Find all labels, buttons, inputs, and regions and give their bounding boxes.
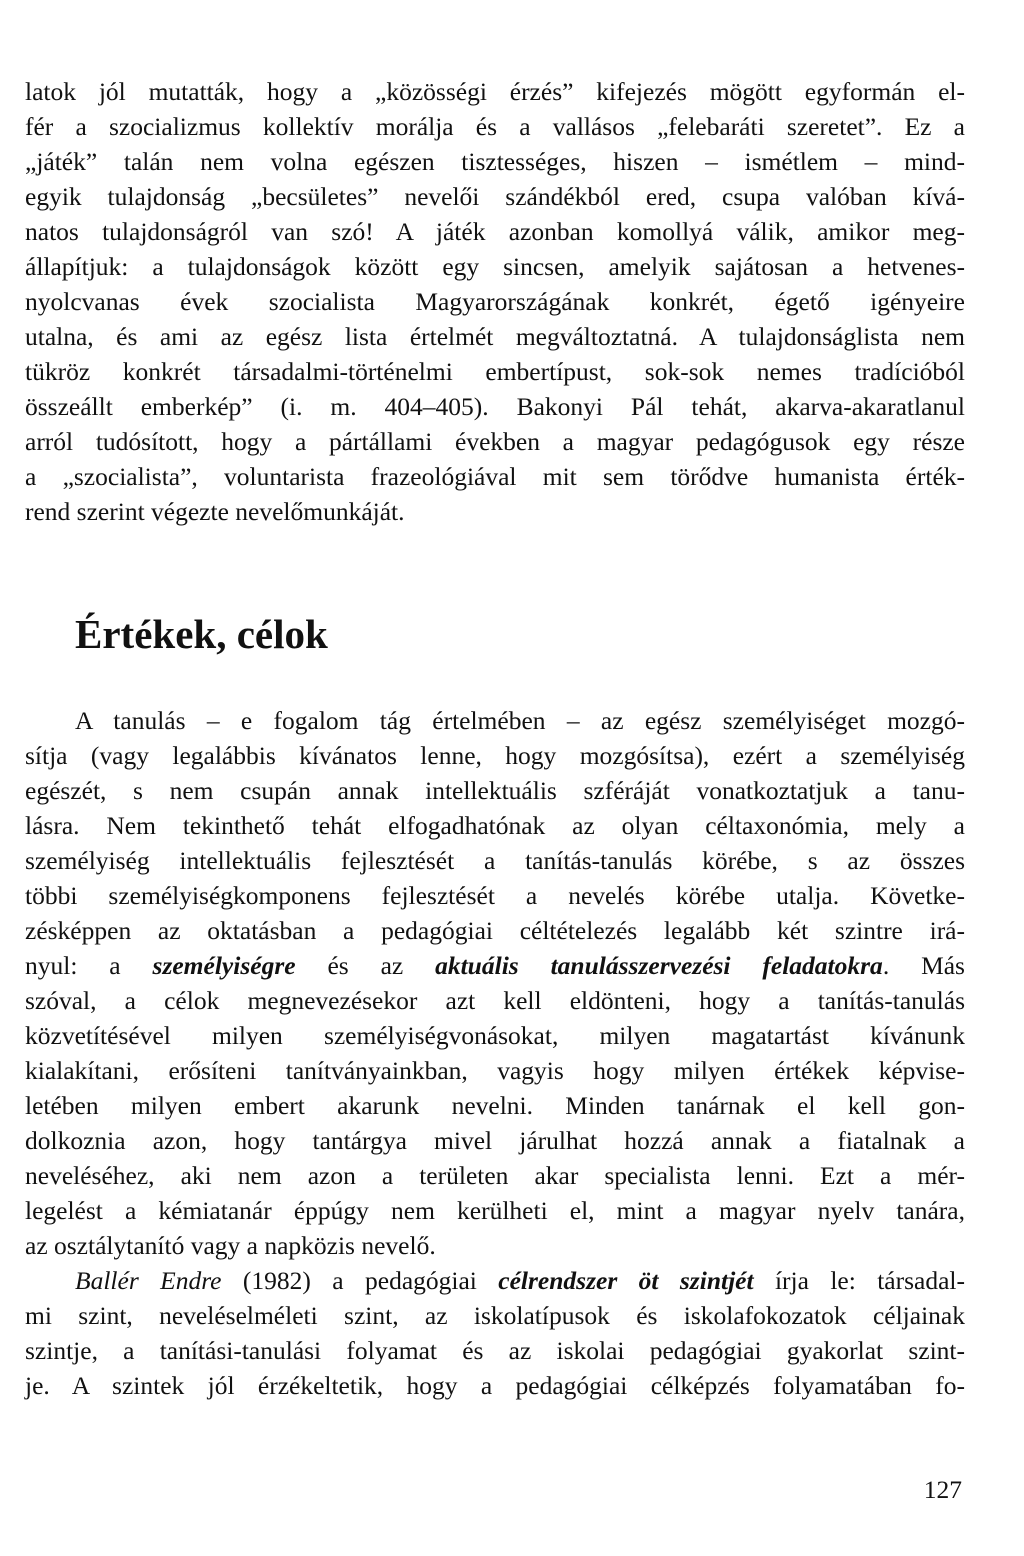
paragraph1-line: „játék” talán nem volna egészen tisztességes, hiszen – ismétlem – mind- xyxy=(25,147,965,176)
paragraph3-line: je. A szintek jól érzékeltetik, hogy a pedagógiai célképzés folyamatában fo- xyxy=(25,1371,965,1400)
paragraph2-line: letében milyen embert akarunk nevelni. Minden tanárnak el kell gon- xyxy=(25,1091,965,1120)
paragraph1-line: latok jól mutatták, hogy a „közösségi érzés” kifejezés mögött egyformán el- xyxy=(25,77,965,106)
page-number: 127 xyxy=(923,1475,962,1504)
paragraph3-line: szintje, a tanítási-tanulási folyamat és az iskolai pedagógiai gyakorlat szint- xyxy=(25,1336,965,1365)
paragraph2-line: többi személyiségkomponens fejlesztését a nevelés körébe utalja. Követke- xyxy=(25,881,965,910)
p3-pre: (1982) a pedagógiai xyxy=(221,1266,499,1295)
paragraph1-line: a „szocialista”, voluntarista frazeológiával mit sem törődve humanista érték- xyxy=(25,462,965,491)
author-name: Ballér Endre xyxy=(75,1266,222,1295)
paragraph1-line: rend szerint végezte nevelőmunkáját. xyxy=(25,497,405,526)
p3-post: írja le: társadal- xyxy=(753,1266,966,1295)
paragraph2-line: egészét, s nem csupán annak intellektuális szféráját vonatkoztatjuk a tanu- xyxy=(25,776,965,805)
emph-line-post: . Más xyxy=(882,951,965,980)
emphasis-goal-system: célrendszer öt szintjét xyxy=(498,1266,754,1295)
paragraph1-line: fér a szocializmus kollektív morálja és a vallásos „felebaráti szeretet”. Ez a xyxy=(25,112,965,141)
paragraph2-emphasis-line xyxy=(25,950,965,982)
paragraph2-line: sítja (vagy legalábbis kívánatos lenne, hogy mozgósítsa), ezért a személyiség xyxy=(25,741,965,770)
paragraph2-line: lásra. Nem tekinthető tehát elfogadhatónak az olyan céltaxonómia, mely a xyxy=(25,811,965,840)
emph-line-pre: nyul: a xyxy=(25,951,153,980)
paragraph2-line: közvetítésével milyen személyiségvonásokat, milyen magatartást kívánunk xyxy=(25,1021,965,1050)
paragraph2-line: szóval, a célok megnevezésekor azt kell eldönteni, hogy a tanítás-tanulás xyxy=(25,986,965,1015)
paragraph2-line: legelést a kémiatanár éppúgy nem kerülheti el, mint a magyar nyelv tanára, xyxy=(25,1196,965,1225)
paragraph2-line: kialakítani, erősíteni tanítványainkban, vagyis hogy milyen értékek képvise- xyxy=(25,1056,965,1085)
paragraph2-line: személyiség intellektuális fejlesztését a tanítás-tanulás körébe, s az összes xyxy=(25,846,965,875)
emphasis-personality: személyiségre xyxy=(152,951,296,980)
paragraph1-line: állapítjuk: a tulajdonságok között egy sincsen, amelyik sajátosan a hetvenes- xyxy=(25,252,965,281)
paragraph2-line: zésképpen az oktatásban a pedagógiai céltételezés legalább két szintre irá- xyxy=(25,916,965,945)
paragraph3-first-line xyxy=(75,1265,965,1297)
paragraph1-line: nyolcvanas évek szocialista Magyarországának konkrét, égető igényeire xyxy=(25,287,965,316)
paragraph2-line: dolkoznia azon, hogy tantárgya mivel járulhat hozzá annak a fiatalnak a xyxy=(25,1126,965,1155)
paragraph1-line: arról tudósított, hogy a pártállami években a magyar pedagógusok egy része xyxy=(25,427,965,456)
paragraph2-line: A tanulás – e fogalom tág értelmében – az egész személyiséget mozgó- xyxy=(75,706,965,735)
paragraph3-line: mi szint, neveléselméleti szint, az iskolatípusok és iskolafokozatok céljainak xyxy=(25,1301,965,1330)
emph-line-mid: és az xyxy=(295,951,436,980)
section-heading: Értékek, célok xyxy=(75,611,328,657)
paragraph1-line: egyik tulajdonság „becsületes” nevelői szándékból ered, csupa valóban kívá- xyxy=(25,182,965,211)
paragraph1-line: natos tulajdonságról van szó! A játék azonban komollyá válik, amikor meg- xyxy=(25,217,965,246)
emphasis-learning-tasks: aktuális tanulásszervezési feladatokra xyxy=(435,951,883,980)
paragraph1-line: utalna, és ami az egész lista értelmét megváltoztatná. A tulajdonságlista nem xyxy=(25,322,965,351)
paragraph1-line: tükröz konkrét társadalmi-történelmi embertípust, sok-sok nemes tradícióból xyxy=(25,357,965,386)
paragraph2-line: neveléséhez, aki nem azon a területen akar specialista lenni. Ezt a mér- xyxy=(25,1161,965,1190)
paragraph2-line: az osztálytanító vagy a napközis nevelő. xyxy=(25,1231,436,1260)
paragraph1-line: összeállt emberkép” (i. m. 404–405). Bakonyi Pál tehát, akarva-akaratlanul xyxy=(25,392,965,421)
